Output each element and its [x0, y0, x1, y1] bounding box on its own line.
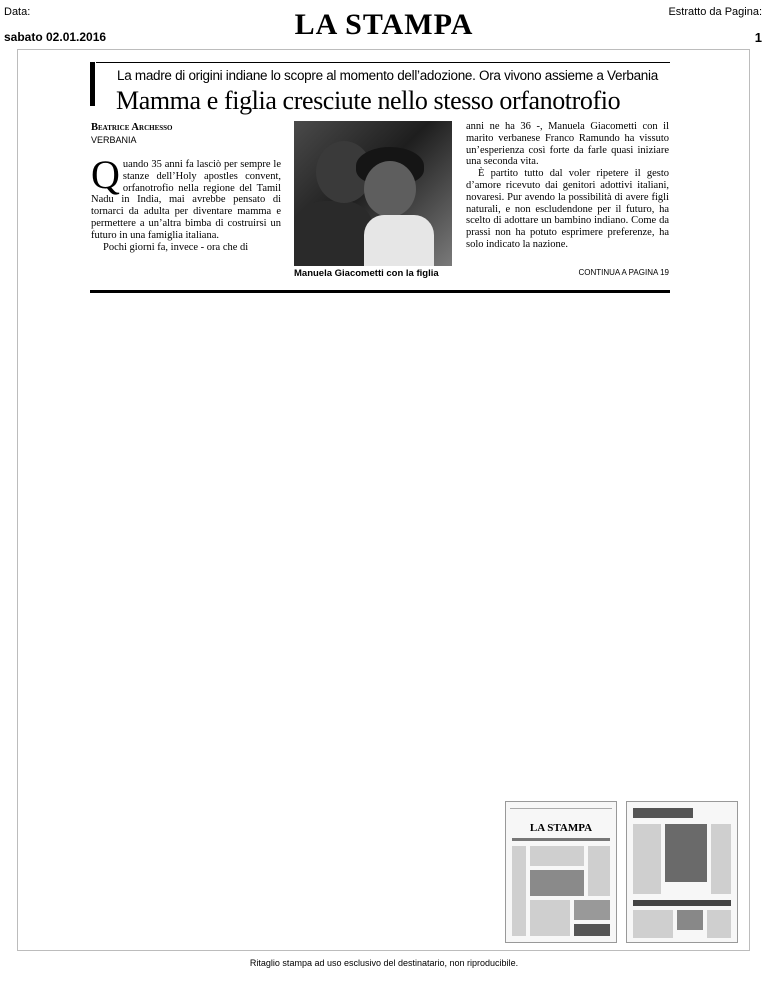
photo-child-shirt	[364, 215, 434, 266]
photo-mother-body	[294, 201, 374, 266]
column-3	[466, 121, 669, 251]
photo-caption: Manuela Giacometti con la figlia	[294, 268, 439, 279]
page-thumbnail-front	[505, 801, 617, 943]
location: VERBANIA	[91, 135, 137, 145]
article	[90, 62, 670, 294]
col1-paragraph-1: uando 35 anni fa lasciò per sempre le stanze dell’Holy apostles convent, orfanotrofio nella regione del Tamil Nadu in India, mai avrebbe pensato di tornarci da adulta per diventare mamma e permettere a un’altra bimba di costruirsi un futuro in una famiglia italiana.	[91, 159, 281, 241]
kicker: La madre di origini indiane lo scopre al momento dell’adozione. Ora vivono assieme a Verbania	[117, 68, 658, 83]
author: Beatrice Archesso	[91, 122, 173, 133]
continue-link: CONTINUA A PAGINA 19	[578, 268, 669, 277]
headline: Mamma e figlia cresciute nello stesso orfanotrofio	[116, 86, 621, 115]
photo-child-face	[364, 161, 416, 217]
date-label: Data:	[4, 6, 31, 18]
col3-paragraph-2: È partito tutto dal voler ripetere il gesto d’amore ricevuto dai genitori adottivi italiani, novaresi. Pur avendo la possibilità di avere figli naturali, e non escludendone per il futuro, ha scelto di adottare un bambino indiano. Come da prassi non ha potuto esprimere preferenze, ha solo indicato la nazione.	[466, 168, 669, 250]
col3-paragraph-1: anni ne ha 36 -, Manuela Giacometti con il marito verbanese Franco Ramundo ha vissuto un’esperienza così forte da farle quasi iniziare una seconda vita.	[466, 121, 669, 168]
bottom-rule	[90, 290, 670, 293]
page-thumbnail-inside	[626, 801, 738, 943]
headline-bar	[90, 62, 95, 106]
article-photo	[294, 121, 452, 266]
col1-paragraph-2: Pochi giorni fa, invece - ora che di	[103, 241, 249, 253]
page-number: 1	[754, 30, 762, 45]
top-rule	[96, 62, 670, 63]
date-value: sabato 02.01.2016	[4, 30, 107, 44]
thumbnail-masthead: LA STAMPA	[529, 822, 593, 834]
extract-label: Estratto da Pagina:	[668, 6, 762, 18]
column-1	[91, 152, 281, 253]
masthead: LA STAMPA	[294, 8, 474, 41]
header-extract	[668, 6, 762, 44]
dropcap: Q	[91, 152, 120, 197]
footer-notice: Ritaglio stampa ad uso esclusivo del destinatario, non riproducibile.	[249, 958, 519, 968]
